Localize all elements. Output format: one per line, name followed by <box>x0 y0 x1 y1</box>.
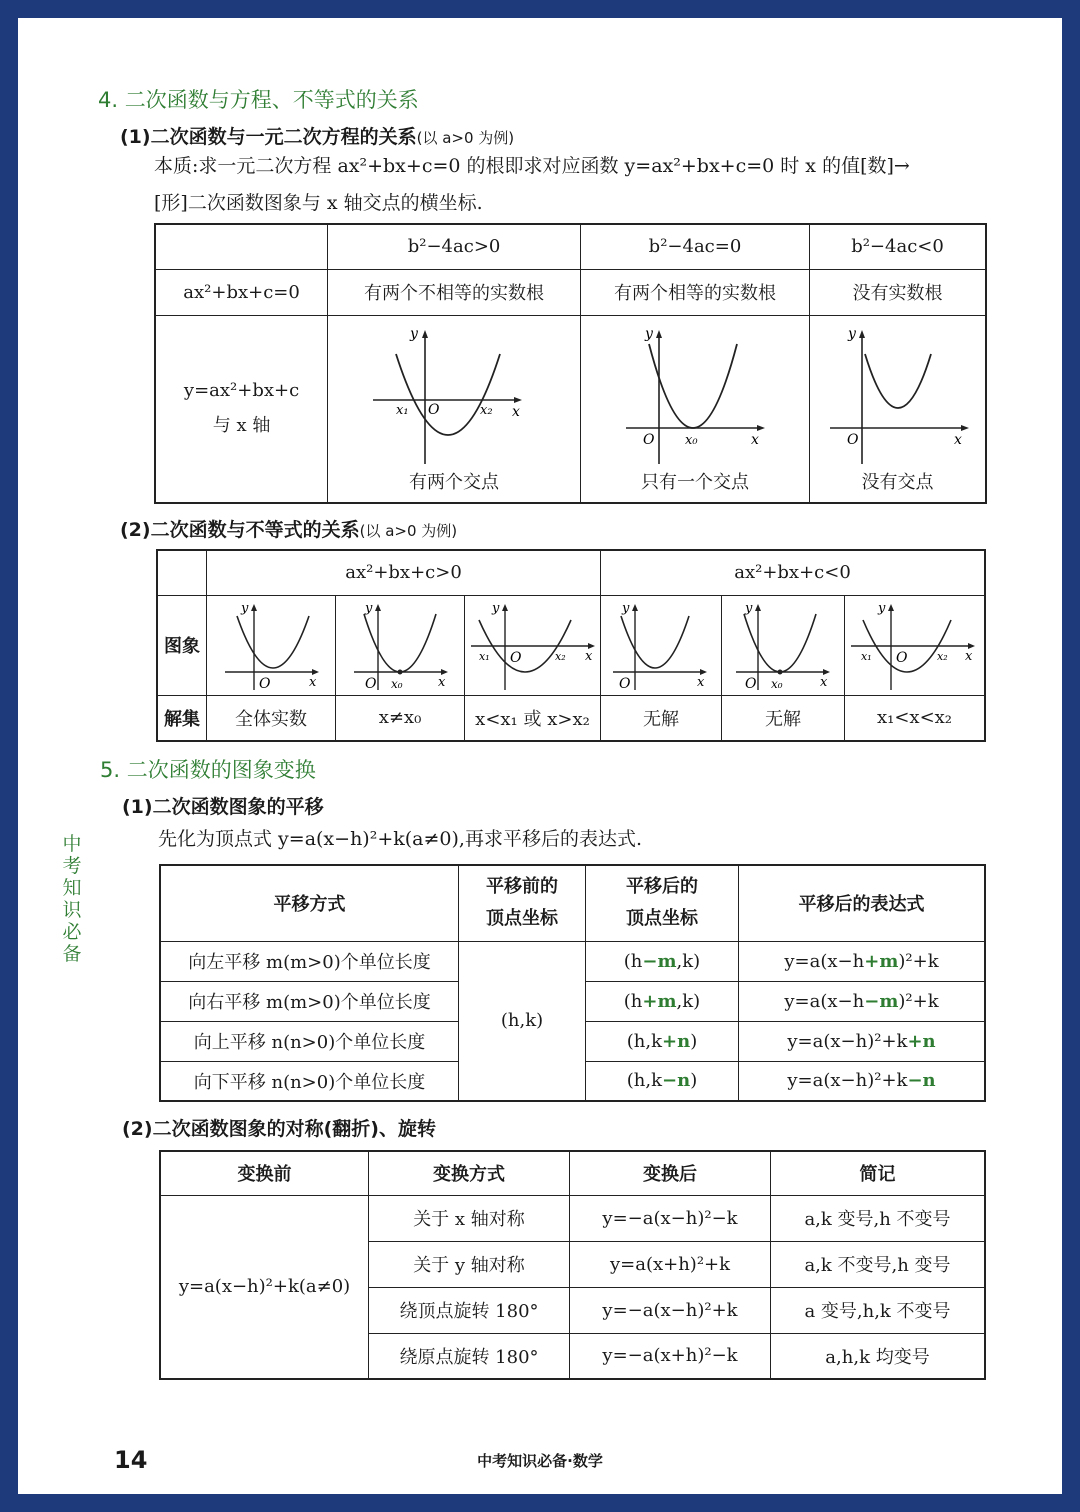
origin-label: O <box>365 676 377 692</box>
t3-e-post: )²+k <box>898 950 939 972</box>
sub-1-note: (以 a>0 为例) <box>416 129 515 147</box>
t2-solution: x₁<x<x₂ <box>845 695 986 741</box>
graph-caption: 没有交点 <box>861 471 934 493</box>
t4-way: 关于 x 轴对称 <box>369 1195 570 1241</box>
x-label: x <box>309 675 317 690</box>
t3-expr <box>739 941 986 981</box>
t3-e-pre: y=a(x−h <box>784 990 865 1012</box>
origin-label: O <box>642 431 655 448</box>
x-axis-arrow <box>514 397 522 403</box>
x-label: x <box>438 675 446 690</box>
parabola <box>237 616 309 668</box>
t1-row1-head: ax²+bx+c=0 <box>155 269 328 315</box>
inequality-table <box>156 549 986 742</box>
parabola <box>364 614 436 672</box>
origin-label: O <box>896 650 908 666</box>
sec5-sub-2-title-text: (2)二次函数图象的对称(翻折)、旋转 <box>122 1118 436 1140</box>
section-5-title: 5. 二次函数的图象变换 <box>100 758 316 782</box>
parabola <box>396 354 500 435</box>
t1-row1-cell: 有两个相等的实数根 <box>580 269 809 315</box>
t2-corner <box>157 550 207 595</box>
x2-label: x₂ <box>480 402 493 418</box>
origin-label: O <box>745 676 757 692</box>
t2-solution: 无解 <box>601 695 722 741</box>
t2-head-gt: ax²+bx+c>0 <box>207 550 601 595</box>
t3-head-after-a: 平移后的 <box>626 876 698 898</box>
vertex-point <box>398 670 403 675</box>
t4-head-memo: 简记 <box>771 1151 986 1195</box>
t3-v-pre: (h,k <box>626 1070 663 1092</box>
x-label: x <box>697 675 705 690</box>
t3-v-post: ) <box>690 1030 698 1052</box>
essence-line-2: [形]二次函数图象与 x 轴交点的横坐标. <box>154 192 483 214</box>
t3-v-highlight: +n <box>662 1030 691 1052</box>
sec5-sub-1-title <box>122 792 324 819</box>
x-label: x <box>820 675 828 690</box>
t2-solution: x<x₁ 或 x>x₂ <box>465 695 601 741</box>
x-axis-arrow <box>757 425 765 431</box>
essence-text <box>154 148 1034 222</box>
t4-before: y=a(x−h)²+k(a≠0) <box>160 1195 369 1379</box>
t3-way: 向上平移 n(n>0)个单位长度 <box>160 1021 459 1061</box>
t1-graph-cell <box>580 315 809 503</box>
t3-e-highlight: −m <box>864 990 899 1012</box>
section-4-title: 4. 二次函数与方程、不等式的关系 <box>98 88 419 112</box>
sub-2-title <box>120 515 457 542</box>
graph-two-roots-lt <box>845 596 980 694</box>
y-axis-arrow <box>755 604 761 611</box>
x1-label: x₁ <box>861 650 872 663</box>
t3-e-pre: y=a(x−h <box>784 950 865 972</box>
t4-way: 关于 y 轴对称 <box>369 1241 570 1287</box>
t3-head-after <box>586 865 739 941</box>
x-axis-arrow <box>961 425 969 431</box>
t3-expr <box>739 981 986 1021</box>
t1-graph-cell <box>328 315 581 503</box>
sub-1-title-text: (1)二次函数与一元二次方程的关系 <box>120 126 417 148</box>
page-number: 14 <box>114 1446 148 1474</box>
graph-two-roots-small <box>465 596 600 694</box>
x2-label: x₂ <box>555 650 566 663</box>
y-label: y <box>622 601 630 616</box>
y-axis-arrow <box>422 330 428 338</box>
translation-table <box>159 864 986 1102</box>
t3-e-highlight: +m <box>864 950 899 972</box>
t3-e-post: )²+k <box>898 990 939 1012</box>
t3-v-pre: (h <box>623 950 643 972</box>
t2-row-sol-head: 解集 <box>157 695 207 741</box>
t4-after: y=−a(x−h)²+k <box>570 1287 771 1333</box>
t1-row2-head <box>155 315 328 503</box>
t3-v-post: ,k) <box>676 990 701 1012</box>
t3-e-pre: y=a(x−h)²+k <box>787 1070 908 1092</box>
y-axis-arrow <box>888 604 894 611</box>
t4-head-before: 变换前 <box>160 1151 369 1195</box>
origin-label: O <box>259 676 271 692</box>
t3-head-way: 平移方式 <box>160 865 459 941</box>
t2-graph-cell <box>207 595 336 695</box>
x0-label: x₀ <box>771 677 783 691</box>
y-label: y <box>410 325 419 342</box>
t3-after-vertex <box>586 1021 739 1061</box>
t2-solution: 无解 <box>722 695 845 741</box>
t3-expr <box>739 1021 986 1061</box>
origin-label: O <box>619 676 631 692</box>
t3-after-vertex <box>586 981 739 1021</box>
x1-label: x₁ <box>479 650 490 663</box>
equation-table <box>154 223 987 504</box>
parabola <box>744 614 816 672</box>
t2-head-lt: ax²+bx+c<0 <box>601 550 986 595</box>
footer-title: 中考知识必备·数学 <box>477 1452 603 1470</box>
sub-2-note: (以 a>0 为例) <box>359 522 458 540</box>
t4-memo: a 变号,h,k 不变号 <box>771 1287 986 1333</box>
t3-v-post: ,k) <box>676 950 701 972</box>
t3-head-before <box>459 865 586 941</box>
graph-above <box>207 596 335 694</box>
y-axis-arrow <box>632 604 638 611</box>
t2-row-graph-head: 图象 <box>157 595 207 695</box>
essence-line-1: 本质:求一元二次方程 ax²+bx+c=0 的根即求对应函数 y=ax²+bx+c=0 时 x 的值[数]→ <box>154 155 910 177</box>
y-label: y <box>492 601 500 616</box>
t1-row2-head-a: y=ax²+bx+c <box>183 380 300 401</box>
parabola <box>621 616 689 668</box>
graph-touch <box>336 596 464 694</box>
t1-row1-cell: 没有实数根 <box>810 269 987 315</box>
t1-graph-cell <box>810 315 987 503</box>
x-label: x <box>512 403 521 420</box>
x-label: x <box>585 649 593 664</box>
side-label: 中考知识必备 <box>62 833 82 965</box>
x1-label: x₁ <box>396 402 409 418</box>
y-label: y <box>745 601 753 616</box>
t2-solution: x≠x₀ <box>336 695 465 741</box>
y-label: y <box>241 601 249 616</box>
graph-touch-lt <box>722 596 844 694</box>
t2-graph-cell <box>336 595 465 695</box>
t4-after: y=a(x+h)²+k <box>570 1241 771 1287</box>
origin-label: O <box>428 401 440 418</box>
origin-label: O <box>510 650 522 666</box>
graph-caption: 有两个交点 <box>409 471 500 493</box>
t1-row2-head-b: 与 x 轴 <box>212 415 271 436</box>
t3-v-pre: (h,k <box>626 1030 663 1052</box>
t4-way: 绕原点旋转 180° <box>369 1333 570 1379</box>
t3-expr <box>739 1061 986 1101</box>
parabola <box>649 344 737 428</box>
sec5-sub-1-title-text: (1)二次函数图象的平移 <box>122 796 324 818</box>
x-label: x <box>954 431 962 448</box>
sec5-sub-2-title <box>122 1114 436 1141</box>
x-label: x <box>965 649 973 664</box>
t3-v-pre: (h <box>623 990 643 1012</box>
x-label: x <box>750 431 759 448</box>
y-axis-arrow <box>375 604 381 611</box>
t1-head-negative: b²−4ac<0 <box>810 224 987 269</box>
sub-2-title-text: (2)二次函数与不等式的关系 <box>120 519 360 541</box>
t4-after: y=−a(x−h)²−k <box>570 1195 771 1241</box>
t4-memo: a,k 变号,h 不变号 <box>771 1195 986 1241</box>
t3-head-after-b: 顶点坐标 <box>626 908 698 930</box>
t3-v-highlight: −n <box>662 1070 691 1092</box>
x2-label: x₂ <box>937 650 948 663</box>
t4-way: 绕顶点旋转 180° <box>369 1287 570 1333</box>
t2-graph-cell <box>465 595 601 695</box>
graph-above-lt <box>601 596 721 694</box>
origin-label: O <box>847 431 859 448</box>
t3-way: 向左平移 m(m>0)个单位长度 <box>160 941 459 981</box>
t3-head-before-b: 顶点坐标 <box>486 908 558 930</box>
y-axis-arrow <box>251 604 257 611</box>
t4-head-after: 变换后 <box>570 1151 771 1195</box>
t3-head-before-a: 平移前的 <box>486 876 558 898</box>
t3-head-expr: 平移后的表达式 <box>739 865 986 941</box>
t2-solution: 全体实数 <box>207 695 336 741</box>
t1-corner <box>155 224 328 269</box>
t3-after-vertex <box>586 1061 739 1101</box>
sub-1-title <box>120 122 514 149</box>
t4-memo: a,h,k 均变号 <box>771 1333 986 1379</box>
t3-before-vertex: (h,k) <box>459 941 586 1101</box>
y-label: y <box>878 601 886 616</box>
t2-graph-cell <box>722 595 845 695</box>
t3-v-post: ) <box>690 1070 698 1092</box>
x0-label: x₀ <box>684 432 698 448</box>
sec5-intro: 先化为顶点式 y=a(x−h)²+k(a≠0),再求平移后的表达式. <box>158 828 643 850</box>
parabola <box>865 354 931 408</box>
t1-head-zero: b²−4ac=0 <box>580 224 809 269</box>
t2-graph-cell <box>601 595 722 695</box>
page <box>18 18 1062 1494</box>
graph-caption: 只有一个交点 <box>640 471 749 493</box>
t4-after: y=−a(x+h)²−k <box>570 1333 771 1379</box>
y-axis-arrow <box>859 330 865 338</box>
symmetry-table <box>159 1150 986 1380</box>
t4-head-way: 变换方式 <box>369 1151 570 1195</box>
y-axis-arrow <box>656 330 662 338</box>
y-label: y <box>365 601 373 616</box>
t3-v-highlight: +m <box>642 990 677 1012</box>
t3-v-highlight: −m <box>642 950 677 972</box>
y-label: y <box>644 325 653 342</box>
t4-memo: a,k 不变号,h 变号 <box>771 1241 986 1287</box>
y-label: y <box>848 325 856 342</box>
x0-label: x₀ <box>391 677 403 691</box>
t3-way: 向下平移 n(n>0)个单位长度 <box>160 1061 459 1101</box>
t1-row1-cell: 有两个不相等的实数根 <box>328 269 581 315</box>
t3-after-vertex <box>586 941 739 981</box>
vertex-point <box>778 670 783 675</box>
y-axis-arrow <box>502 604 508 611</box>
t3-way: 向右平移 m(m>0)个单位长度 <box>160 981 459 1021</box>
t3-e-highlight: +n <box>907 1030 936 1052</box>
t2-graph-cell <box>845 595 986 695</box>
t3-e-highlight: −n <box>907 1070 936 1092</box>
t3-e-pre: y=a(x−h)²+k <box>787 1030 908 1052</box>
t1-head-positive: b²−4ac>0 <box>328 224 581 269</box>
